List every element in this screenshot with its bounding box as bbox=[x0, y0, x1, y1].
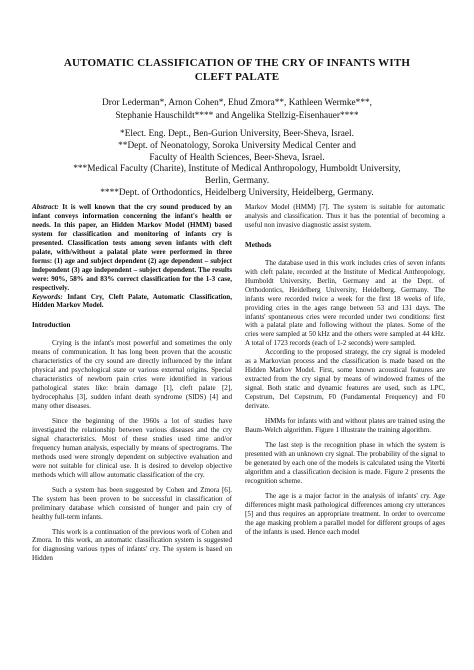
author-list bbox=[40, 97, 434, 122]
affiliation-line: *Elect. Eng. Dept., Ben-Gurion University, Beer-Sheva, Israel. bbox=[120, 129, 354, 139]
intro-paragraph: Crying is the infant's most powerful and sometimes the only means of communication. It has long been proven that the acoustic characteristics of the cry sound are directly influenced by the infant physical and psychological state or various external origins. Special characteristics of newborn pain cries were identified in various pathological states like: brain damage [1], cleft palate [2], hydrocephalus [3], sudden infant death syndrome (SIDS) [4] and many other diseases. bbox=[32, 339, 232, 411]
methods-paragraph: The age is a major factor in the analysis of infants' cry. Age differences might mask pathological differences among cry utterances [5] and thus requires an appropriate treatment. In order to overcome the age masking problem a parallel model for different groups of ages of the infants is used. Hence each model bbox=[245, 491, 445, 536]
left-column bbox=[32, 203, 232, 563]
title-line: CLEFT PALATE bbox=[194, 71, 280, 83]
keywords-text: Infant Cry, Cleft Palate, Automatic Classification, Hidden Markov Model. bbox=[32, 292, 232, 310]
author-line: Stephanie Hauschildt**** and Angelika Stellzig-Eisenhauer**** bbox=[115, 110, 359, 121]
author-line: Dror Lederman*, Arnon Cohen*, Ehud Zmora**, Kathleen Wermke***, bbox=[102, 98, 372, 108]
affiliation-line: ****Dept. of Orthodontics, Heidelberg University, Heidelberg, Germany. bbox=[100, 187, 374, 198]
abstract-label: Abstract: bbox=[32, 203, 59, 211]
intro-continuation: Markov Model (HMM) [7]. The system is suitable for automatic analysis and classification. Thus it has the potential of becoming a useful non invasive diagnostic assist system. bbox=[245, 203, 445, 229]
keywords-label: Keywords: bbox=[32, 292, 63, 301]
affiliation-line: Faculty of Health Sciences, Beer-Sheva, Israel. bbox=[149, 152, 325, 163]
methods-heading: Methods bbox=[245, 240, 272, 249]
methods-paragraph: The database used in this work includes cries of seven infants with cleft palate, recorded at the Institute of Medical Anthropology, Humboldt University, Berlin, Germany and at the Dept. of Orthodontics, Heidelberg University, Heidelberg, Germany. The infants were recorded twice a week for the first 18 weeks of life, providing cries in the ages range between 53 and 131 days. The infants' spontaneous cries were recorded under two conditions: first with a palatal plate and following without the plates. Some of the cries were sampled at 50 kHz and the others were sampled at 44 kHz. A total of 1723 records (each of 1-2 seconds) were sampled. bbox=[245, 258, 445, 348]
keywords bbox=[32, 293, 232, 311]
intro-paragraph: Since the beginning of the 1960s a lot of studies have investigated the relationship between various diseases and the cry signal characteristics. Most of these studies used time and/or frequency human analysis, especially by means of spectrograms. The methods used were strongly dependent on subjective evaluation and were not suitable for clinical use. It is desired to develop objective methods which will allow automatic classification of the cry. bbox=[32, 417, 232, 479]
intro-paragraph: Such a system has been suggested by Cohen and Zmora [6]. The system has been proven to be successful in classification of preliminary database which consisted of hunger and pain cry of healthy full-term infants. bbox=[32, 485, 232, 521]
title-line: AUTOMATIC CLASSIFICATION OF THE CRY OF INFANTS WITH bbox=[63, 57, 411, 69]
paper-title bbox=[40, 56, 434, 84]
abstract-text: It is well known that the cry sound produced by an infant conveys information concerning the infant's health or needs. In this paper, an Hidden Markov Model (HMM) based system for classification and monitoring of infants cry is presented. Classification tests among seven infants with cleft palate, with/without a palatal plate were performed in three forms: (1) age and subject dependent (2) age dependent – subject independent (3) age independent – subject dependent. The results were: 90%, 58% and 83% correct classification for the 1-3 case, respectively. bbox=[32, 203, 232, 292]
methods-paragraph: The last step is the recognition phase in which the system is presented with an unknown cry signal. The probability of the signal to be generated by each one of the models is calculated using the Viterbi algorithm and a classification decision is made. Figure 2 presents the recognition scheme. bbox=[245, 440, 445, 485]
methods-paragraph: According to the proposed strategy, the cry signal is modeled as a Markovian process and the classification is made based on the Hidden Markov Model. First, some known acoustical features are extracted from the cry signal by means of windowed frames of the signal. Both static and dynamic features are used, such as LPC, Cepstrum, Del Cepstrum, F0 (Fundamental Frequency) and F0 derivate. bbox=[245, 348, 445, 411]
abstract bbox=[32, 203, 232, 293]
intro-paragraph: This work is a continuation of the previous work of Cohen and Zmora. In this work, an automatic classification system is suggested for diagnosing various types of infants' cry. The system is based on Hidden bbox=[32, 527, 232, 563]
introduction-heading: Introduction bbox=[32, 321, 71, 330]
methods-paragraph: HMMs for infants with and without plates are trained using the Baum-Welch algorithm. Figure 1 illustrate the training algorithm. bbox=[245, 417, 445, 434]
affiliation-line: ***Medical Faculty (Charite), Institute of Medical Anthropology, Humboldt University, bbox=[73, 164, 401, 175]
affiliation-line: Berlin, Germany. bbox=[204, 176, 270, 187]
affiliations bbox=[40, 129, 434, 200]
right-column bbox=[245, 203, 445, 536]
affiliation-line: **Dept. of Neonatology, Soroka University Medical Center and bbox=[118, 140, 356, 151]
